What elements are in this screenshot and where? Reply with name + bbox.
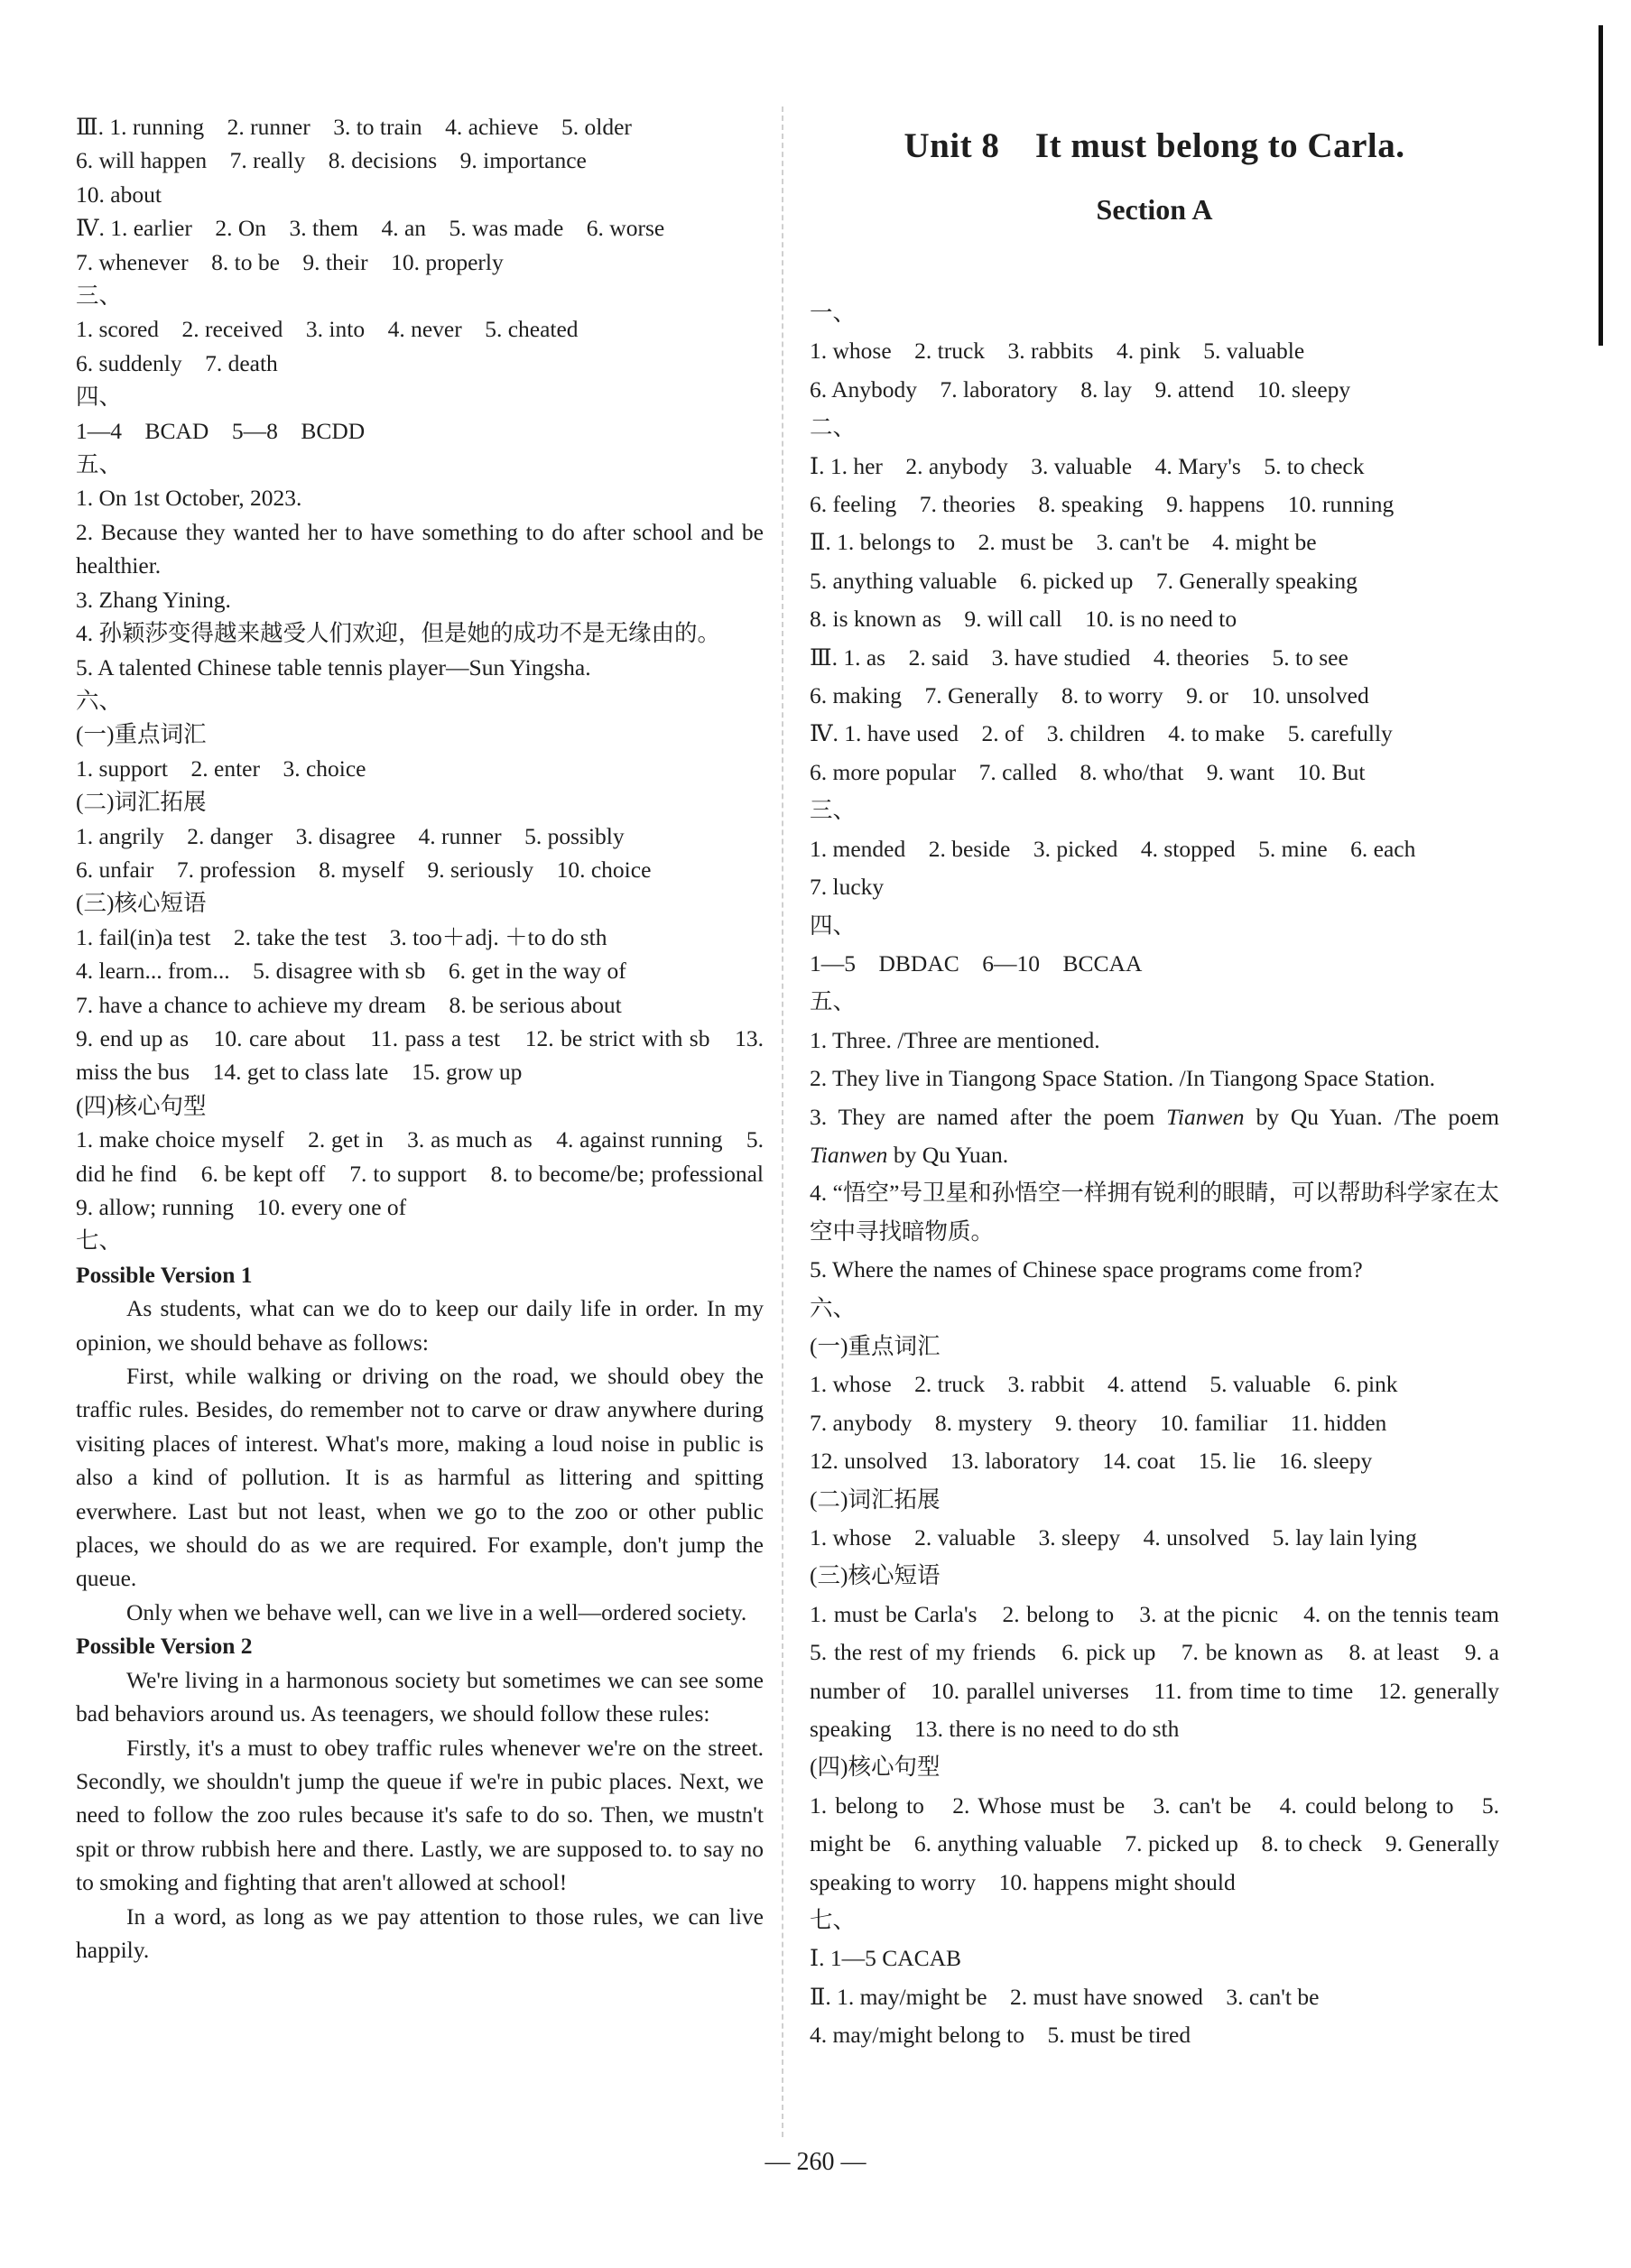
section-heading: 三、 [76, 282, 123, 310]
subsection-heading: (一)重点词汇 [76, 721, 207, 748]
answer-line: 10. about [76, 181, 162, 208]
poem-title: Tianwen [810, 1141, 888, 1168]
unit-title: Unit 8 It must belong to Carla. [904, 126, 1405, 165]
right-column [810, 294, 1523, 2055]
answer-text: 3. They are named after the poem [810, 1103, 1167, 1130]
subsection-heading: (三)核心短语 [810, 1562, 941, 1589]
answer-text: by Qu Yuan. [887, 1141, 1009, 1168]
answer-line: 1—5 DBDAC 6—10 BCCAA [810, 949, 1143, 977]
answer-line: 1. mended 2. beside 3. picked 4. stopped 5. mine 6. each [810, 835, 1416, 862]
version-title: Possible Version 2 [76, 1633, 253, 1660]
answer-line: 7. lucky [810, 874, 885, 901]
answer-line: 1. must be Carla's 2. belong to 3. at the picnic 4. on the tennis team 5. the rest of my friends 6. pick up 7. be known as 8. at least 9. a number of 10. parallel universes 11. from time to time 12. generally speaking 13. there is no need to do sth [810, 1600, 1523, 1743]
answer-line: 1. whose 2. truck 3. rabbits 4. pink 5. valuable [810, 338, 1305, 365]
essay-paragraph: First, while walking or driving on the road, we should obey the traffic rules. Besides, do remember not to carve or draw anywhere during visiting places of interest. What's more, making a loud noise in public is also a kind of pollution. It is as harmful as littering and spitting everwhere. Last but not least, when we go to the zoo or other public places, we should do as we are required. For example, don't jump the queue. [76, 1363, 764, 1592]
answer-line: 1. scored 2. received 3. into 4. never 5. cheated [76, 316, 579, 343]
answer-line: Ⅲ. 1. running 2. runner 3. to train 4. achieve 5. older [76, 114, 632, 140]
answer-line: 1. support 2. enter 3. choice [76, 754, 366, 782]
subsection-heading: (四)核心句型 [810, 1754, 941, 1781]
answer-line: 3. Zhang Yining. [76, 586, 231, 613]
essay-paragraph: Firstly, it's a must to obey traffic rules whenever we're on the street. Secondly, we shouldn't jump the queue if we're in pubic places. Next, we need to follow the zoo rules because it's safe to do so. Then, we mustn't spit or throw rubbish here and there. Lastly, we are supposed to. to say no to smoking and fighting that aren't allowed at school! [76, 1734, 764, 1896]
answer-line: 6. will happen 7. really 8. decisions 9. importance [76, 147, 587, 174]
essay-paragraph: Only when we behave well, can we live in a well—ordered society. [126, 1598, 747, 1625]
answer-line: 1. belong to 2. Whose must be 3. can't be 4. could belong to 5. might be 6. anything valuable 7. picked up 8. to check 9. Generally speaking to worry 10. happens might should [810, 1791, 1499, 1895]
subsection-heading: (四)核心句型 [76, 1092, 207, 1119]
answer-line: 6. suddenly 7. death [76, 349, 278, 376]
answer-line: 6. making 7. Generally 8. to worry 9. or 10. unsolved [810, 682, 1369, 709]
section-heading: 七、 [810, 1907, 857, 1934]
answer-line: 6. unfair 7. profession 8. myself 9. seriously 10. choice [76, 856, 652, 883]
answer-line: 1. angrily 2. danger 3. disagree 4. runner 5. possibly [76, 822, 625, 849]
answer-line: Ⅳ. 1. earlier 2. On 3. them 4. an 5. was made 6. worse [76, 215, 665, 242]
poem-title: Tianwen [1166, 1103, 1245, 1130]
answer-line: 2. Because they wanted her to have something to do after school and be healthier. [76, 518, 764, 579]
answer-line: 5. A talented Chinese table tennis player—Sun Yingsha. [76, 653, 591, 680]
answer-line: 6. more popular 7. called 8. who/that 9. want 10. But [810, 758, 1366, 785]
answer-line: 1. Three. /Three are mentioned. [810, 1026, 1100, 1053]
essay-paragraph: As students, what can we do to keep our daily life in order. In my opinion, we should behave as follows: [76, 1295, 764, 1356]
section-heading: 四、 [810, 912, 857, 939]
answer-line: 4. may/might belong to 5. must be tired [810, 2022, 1191, 2049]
subsection-heading: (三)核心短语 [76, 890, 207, 917]
section-heading: 四、 [76, 384, 123, 411]
essay-paragraph: In a word, as long as we pay attention to those rules, we can live happily. [76, 1902, 764, 1963]
answer-line [810, 1098, 1499, 1175]
section-heading: 六、 [810, 1294, 857, 1321]
answer-line: 1. fail(in)a test 2. take the test 3. too＋adj. ＋to do sth [76, 923, 607, 950]
answer-line: 9. end up as 10. care about 11. pass a test 12. be strict with sb 13. miss the bus 14. get to class late 15. grow up [76, 1024, 764, 1086]
answer-line: 1. whose 2. valuable 3. sleepy 4. unsolved 5. lay lain lying [810, 1524, 1417, 1551]
answer-line: 6. Anybody 7. laboratory 8. lay 9. attend 10. sleepy [810, 375, 1351, 403]
answer-line: 8. is known as 9. will call 10. is no need to [810, 606, 1237, 633]
answer-line: 4. learn... from... 5. disagree with sb 6. get in the way of [76, 958, 626, 985]
section-heading: 七、 [76, 1227, 123, 1254]
subsection-heading: (二)词汇拓展 [76, 789, 207, 816]
answer-line: 1. make choice myself 2. get in 3. as much as 4. against running 5. did he find 6. be kept off 7. to support 8. to become/be; professional 9. allow; running 10. every one of [76, 1126, 787, 1220]
page-number: — 260 — [765, 2148, 866, 2176]
answer-line: 7. anybody 8. mystery 9. theory 10. familiar 11. hidden [810, 1409, 1387, 1436]
page-edge-bar [1599, 25, 1603, 346]
answer-line: 1—4 BCAD 5—8 BCDD [76, 417, 366, 444]
answer-line: 12. unsolved 13. laboratory 14. coat 15. lie 16. sleepy [810, 1448, 1373, 1475]
section-heading: 一、 [810, 300, 857, 326]
answer-line: 7. whenever 8. to be 9. their 10. properly [76, 248, 504, 275]
answer-line: Ⅱ. 1. may/might be 2. must have snowed 3. can't be [810, 1983, 1320, 2010]
answer-line: 7. have a chance to achieve my dream 8. be serious about [76, 991, 622, 1018]
answer-line: 5. Where the names of Chinese space programs come from? [810, 1256, 1363, 1283]
answer-line: Ⅳ. 1. have used 2. of 3. children 4. to make 5. carefully [810, 720, 1393, 747]
answer-line: Ⅲ. 1. as 2. said 3. have studied 4. theories 5. to see [810, 643, 1348, 671]
answer-line: Ⅱ. 1. belongs to 2. must be 3. can't be 4. might be [810, 529, 1317, 556]
subsection-heading: (一)重点词汇 [810, 1332, 941, 1359]
answer-line: 1. whose 2. truck 3. rabbit 4. attend 5. valuable 6. pink [810, 1371, 1398, 1398]
section-heading: 六、 [76, 687, 123, 714]
answer-line: 1. On 1st October, 2023. [76, 485, 302, 512]
answer-text: by Qu Yuan. /The poem [1244, 1103, 1499, 1130]
section-heading: 二、 [810, 414, 857, 441]
answer-line: 4. 孙颖莎变得越来越受人们欢迎，但是她的成功不是无缘由的。 [76, 620, 721, 647]
section-heading: 五、 [810, 988, 857, 1015]
answer-line: 5. anything valuable 6. picked up 7. Generally speaking [810, 567, 1358, 594]
answer-line: 6. feeling 7. theories 8. speaking 9. happens 10. running [810, 491, 1395, 518]
subsection-heading: (二)词汇拓展 [810, 1486, 941, 1513]
essay-paragraph: We're living in a harmonous society but sometimes we can see some bad behaviors around us. As teenagers, we should follow these rules: [76, 1666, 764, 1727]
answer-line: Ⅰ. 1. her 2. anybody 3. valuable 4. Mary's 5. to check [810, 452, 1365, 479]
left-column [76, 110, 787, 1967]
version-title: Possible Version 1 [76, 1261, 253, 1288]
section-heading: 五、 [76, 451, 123, 478]
column-divider [782, 106, 783, 2137]
answer-line: 2. They live in Tiangong Space Station. /In Tiangong Space Station. [810, 1065, 1435, 1092]
section-heading: 三、 [810, 797, 857, 824]
answer-line: Ⅰ. 1—5 CACAB [810, 1945, 962, 1972]
answer-line: 4. “悟空”号卫星和孙悟空一样拥有锐利的眼睛，可以帮助科学家在太空中寻找暗物质。 [810, 1180, 1499, 1245]
section-title: Section A [1096, 193, 1213, 226]
